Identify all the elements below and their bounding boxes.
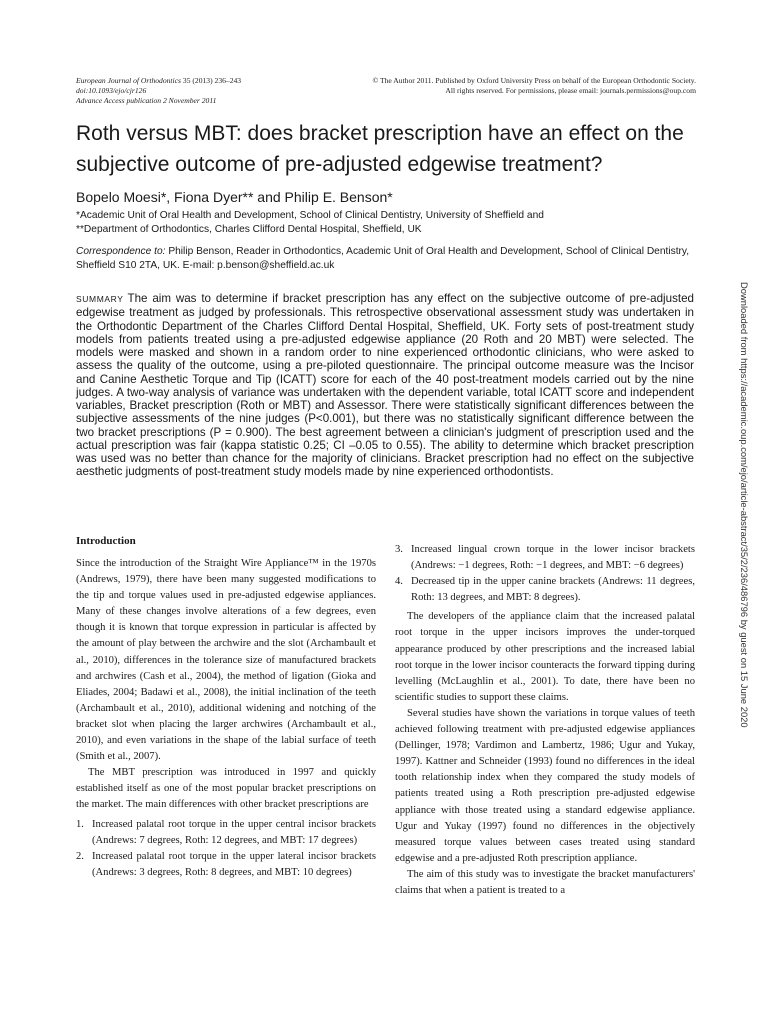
- list-text: Increased palatal root torque in the upper lateral incisor brackets (Andrews: 3 degrees, Roth: 8 degrees, and MBT: 10 degrees): [92, 850, 376, 878]
- right-column: [395, 542, 695, 899]
- copyright-line-2: All rights reserved. For permissions, please email: journals.permissions@oup.com: [445, 86, 696, 95]
- journal-volume: 35 (2013) 236–243: [182, 76, 242, 85]
- list-number: 3.: [395, 544, 403, 555]
- list-text: Decreased tip in the upper canine brackets (Andrews: 11 degrees, Roth: 13 degrees, and MBT: 8 degrees).: [411, 576, 695, 604]
- paragraph: Since the introduction of the Straight Wire Appliance™ in the 1970s (Andrews, 1979), there have been many suggested modifications to the tip and torque values used in pre-adjusted edgewise appliances. Many of these changes involve alterations of a few degrees, even though it is known that torque expression in particular is affected by the amount of play between the archwire and the slot (Archambault et al., 2010), differences in the tolerance size of manufactured brackets and archwires (Cash et al., 2004), the method of ligation (Gioka and Eliades, 2004; Badawi et al., 2008), the initial inclination of the teeth (Archambault et al., 2010), additional widening and notching of the bracket slot when placing the larger archwires (Archambault et al., 2010), and even variations in the shape of the labial surface of teeth (Smith et al., 2007).: [76, 558, 376, 763]
- summary-label: SUMMARY: [76, 294, 124, 304]
- list-item: [76, 849, 376, 881]
- prescription-differences-list: [76, 817, 376, 881]
- list-item: [395, 574, 695, 606]
- section-heading-introduction: Introduction: [76, 535, 136, 547]
- prescription-differences-list-cont: [395, 542, 695, 606]
- affiliations: [76, 209, 696, 236]
- list-text: Increased lingual crown torque in the lower incisor brackets (Andrews: −1 degrees, Roth: −1 degrees, and MBT: −6 degrees): [411, 544, 695, 572]
- affiliation-2: **Department of Orthodontics, Charles Clifford Dental Hospital, Sheffield, UK: [76, 223, 422, 235]
- list-number: 1.: [76, 818, 84, 830]
- journal-name: European Journal of Orthodontics: [76, 76, 181, 85]
- correspondence-label: Correspondence to:: [76, 246, 166, 257]
- summary-text: The aim was to determine if bracket prescription has any effect on the subjective outcome of pre-adjusted edgewise treatment as judged by professionals. This retrospective observational assessment study was undertaken in the Orthodontic Department of the Charles Clifford Dental Hospital, Sheffield, UK. Forty sets of post-treatment study models from patients treated using a pre-adjusted edgewise appliance (20 Roth and 20 MBT) were selected. The models were masked and shown in a random order to nine experienced orthodontic clinicians, who were asked to assess the quality of the outcome, using a pre-piloted questionnaire. The principal outcome measure was the Incisor and Canine Aesthetic Torque and Tip (ICATT) score for each of the 40 post-treatment models carried out by the nine judges. A two-way analysis of variance was undertaken with the dependent variable, total ICATT score and independent variables, Bracket prescription (Roth or MBT) and Assessor. There were statistically significant differences between the subjective assessments of the nine judges (P<0.001), but there was no statistically significant difference between the two bracket prescriptions (P = 0.900). The best agreement between a clinician's judgment of prescription used and the actual prescription was fair (kappa statistic 0.25; CI –0.05 to 0.55). The ability to determine which bracket prescription was used was no better than chance for the majority of clinicians. Bracket prescription had no effect on the subjective aesthetic judgments of post-treatment study models made by nine experienced orthodontists.: [76, 292, 694, 479]
- paragraph: The MBT prescription was introduced in 1997 and quickly established itself as one of the most popular bracket prescriptions on the market. The main differences with other bracket prescriptions are: [76, 767, 376, 811]
- author-list: Bopelo Moesi*, Fiona Dyer** and Philip E. Benson*: [76, 189, 393, 205]
- paragraph: Several studies have shown the variations in torque values of teeth achieved following treatment with pre-adjusted edgewise appliances (Dellinger, 1978; Vardimon and Lambertz, 1986; Ugur and Yukay, 1997). Kattner and Schneider (1993) found no differences in the ideal tooth relationship index when they compared the study models of patients treated using a Roth prescription pre-adjusted edgewise appliance with those treated using a standard edgewise appliance. Ugur and Yukay (1997) found no differences in the objectively measured torque values between cases treated using standard edgewise and a pre-adjusted Roth prescription appliance.: [395, 707, 695, 864]
- download-watermark: [736, 282, 752, 982]
- affiliation-1: *Academic Unit of Oral Health and Development, School of Clinical Dentistry, University of Sheffield and: [76, 210, 544, 221]
- list-item: [76, 817, 376, 849]
- download-notice[interactable]: Downloaded from https://academic.oup.com/ejo/article-abstract/35/2/236/486796 by guest on 15 June 2020: [739, 282, 750, 728]
- paragraph: The developers of the appliance claim that the increased palatal root torque in the upper incisors improves the under-torqued appearance produced by other prescriptions and the increased labial root torque in the lower incisor counteracts the forward tipping during levelling (McLaughlin et al., 2001). To date, there have been no scientific studies to support these claims.: [395, 611, 695, 703]
- left-column: [76, 534, 376, 881]
- list-item: [395, 542, 695, 574]
- list-number: 2.: [76, 850, 84, 862]
- list-text: Increased palatal root torque in the upper central incisor brackets (Andrews: 7 degrees, Roth: 12 degrees, and MBT: 17 degrees): [92, 818, 376, 846]
- doi: doi:10.1093/ejo/cjr126: [76, 86, 147, 95]
- paragraph: The aim of this study was to investigate the bracket manufacturers' claims that when a patient is treated to a: [395, 868, 695, 896]
- abstract: [76, 292, 694, 479]
- copyright-line-1: © The Author 2011. Published by Oxford University Press on behalf of the European Orthodontic Society.: [372, 76, 696, 85]
- correspondence: [76, 245, 696, 272]
- article-title: Roth versus MBT: does bracket prescription have an effect on the subjective outcome of pre-adjusted edgewise treatment?: [76, 122, 684, 176]
- list-number: 4.: [395, 576, 403, 588]
- advance-access: Advance Access publication 2 November 2011: [76, 96, 217, 105]
- correspondence-text: Philip Benson, Reader in Orthodontics, Academic Unit of Oral Health and Development, School of Clinical Dentistry, Sheffield S10 2TA, UK. E-mail: p.benson@sheffield.ac.uk: [76, 246, 690, 271]
- copyright-notice: [316, 76, 696, 96]
